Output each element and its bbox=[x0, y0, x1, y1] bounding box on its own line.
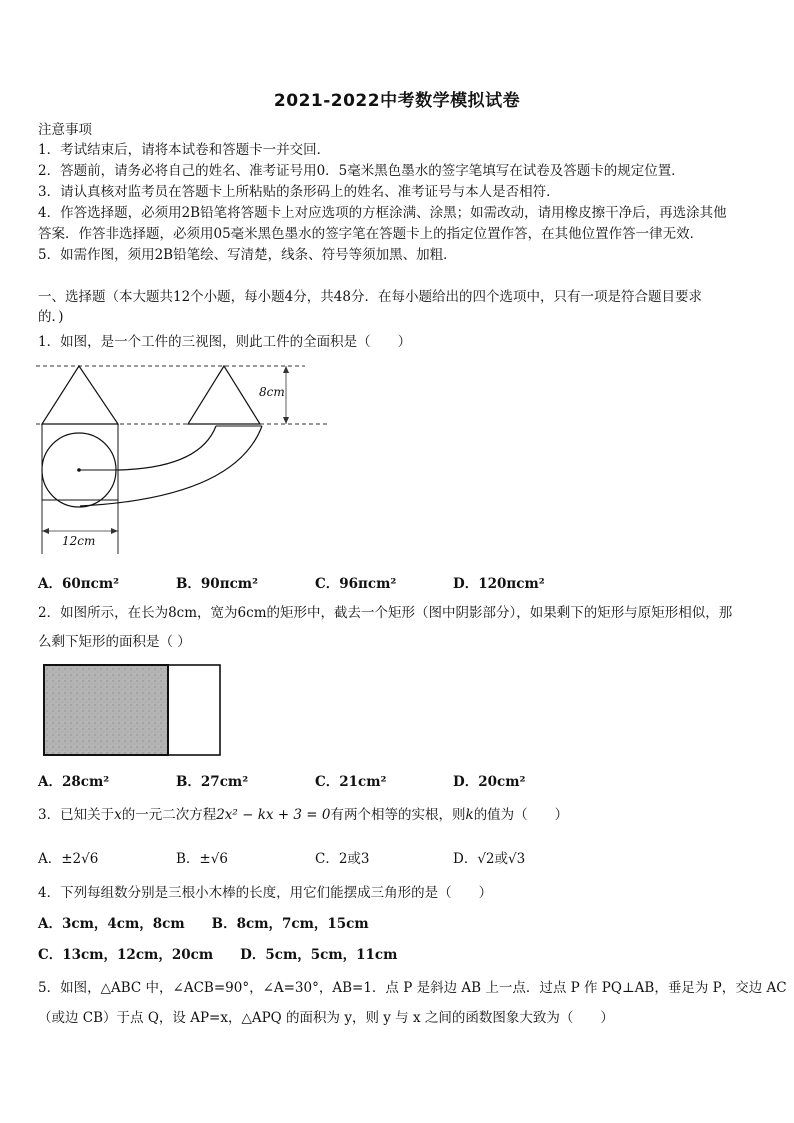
page-title: 2021-2022中考数学模拟试卷 bbox=[273, 91, 521, 111]
notice-item-3: 3．请认真核对监考员在答题卡上所粘贴的条形码上的姓名、准考证号与本人是否相符． bbox=[38, 184, 560, 200]
q2-option-d[interactable]: D．20cm² bbox=[453, 774, 526, 790]
q4-options-row-1[interactable]: A．3cm，4cm，8cm B．8cm，7cm，15cm bbox=[38, 916, 369, 932]
q2-stem: 2．如图所示，在长为8cm，宽为6cm的矩形中，截去一个矩形（图中阴影部分），如果剩下的矩形与原矩形相似，那 bbox=[38, 605, 733, 621]
notice-item-4: 4．作答选择题，必须用2B铅笔将答题卡上对应选项的方框涂满、涂黑；如需改动，请用橡皮擦干净后，再选涂其他 bbox=[38, 205, 727, 221]
q4-stem: 4．下列每组数分别是三根小木棒的长度，用它们能摆成三角形的是（ ） bbox=[38, 885, 493, 901]
q3-stem-a: 3．已知关于 bbox=[38, 807, 115, 823]
q3-stem-d: 的值为（ ） bbox=[473, 807, 569, 823]
q4-options-row-2[interactable]: C．13cm，12cm，20cm D．5cm，5cm，11cm bbox=[38, 947, 398, 963]
q1-option-d[interactable]: D．120πcm² bbox=[453, 576, 545, 592]
q3-option-b[interactable]: B．±√6 bbox=[176, 851, 228, 867]
q1-width-label: 12cm bbox=[62, 534, 96, 548]
notice-heading: 注意事项 bbox=[38, 122, 92, 138]
q3-stem-c: 有两个相等的实根，则 bbox=[330, 807, 466, 823]
q3-var-x: x bbox=[114, 807, 122, 823]
q1-option-c[interactable]: C．96πcm² bbox=[315, 576, 397, 592]
q2-option-b[interactable]: B．27cm² bbox=[176, 774, 249, 790]
q1-three-view-figure bbox=[30, 356, 330, 558]
q2-rectangle-figure bbox=[40, 661, 230, 761]
q5-stem-cont: （或边 CB）于点 Q，设 AP=x，△APQ 的面积为 y，则 y 与 x 之间的函数图象大致为（ ） bbox=[38, 1010, 614, 1026]
q3-var-k: k bbox=[465, 807, 474, 823]
q1-option-a[interactable]: A．60πcm² bbox=[38, 576, 120, 592]
q3-option-a[interactable]: A．±2√6 bbox=[38, 851, 99, 867]
q1-stem: 1．如图，是一个工件的三视图，则此工件的全面积是（ ） bbox=[38, 334, 412, 350]
q3-equation: 2x² − kx + 3 = 0 bbox=[216, 807, 331, 823]
q2-option-c[interactable]: C．21cm² bbox=[315, 774, 387, 790]
q1-height-label: 8cm bbox=[259, 385, 285, 399]
q3-stem-b: 的一元二次方程 bbox=[121, 807, 217, 823]
q2-stem-cont: 么剩下矩形的面积是（ ） bbox=[38, 634, 191, 650]
q3-stem bbox=[38, 805, 760, 825]
q3-option-c[interactable]: C．2或3 bbox=[315, 851, 370, 867]
section-heading: 一、选择题（本大题共12个小题，每小题4分，共48分．在每小题给出的四个选项中，只有一项是符合题目要求 bbox=[38, 289, 702, 305]
q2-option-a[interactable]: A．28cm² bbox=[38, 774, 110, 790]
notice-item-1: 1．考试结束后，请将本试卷和答题卡一并交回． bbox=[38, 142, 331, 158]
q1-option-b[interactable]: B．90πcm² bbox=[176, 576, 258, 592]
notice-item-5: 5．如需作图，须用2B铅笔绘、写清楚，线条、符号等须加黑、加粗． bbox=[38, 247, 457, 263]
q3-option-d[interactable]: D．√2或√3 bbox=[453, 851, 526, 867]
section-heading-cont: 的．) bbox=[38, 309, 64, 325]
q5-stem: 5．如图，△ABC 中，∠ACB=90°，∠A=30°，AB=1．点 P 是斜边 AB 上一点．过点 P 作 PQ⊥AB，垂足为 P，交边 AC bbox=[38, 980, 787, 996]
notice-item-4-cont: 答案．作答非选择题，必须用05毫米黑色墨水的签字笔在答题卡上的指定位置作答，在其他位置作答一律无效． bbox=[38, 226, 704, 242]
notice-item-2: 2．答题前，请务必将自己的姓名、准考证号用0．5毫米黑色墨水的签字笔填写在试卷及答题卡的规定位置． bbox=[38, 163, 685, 179]
